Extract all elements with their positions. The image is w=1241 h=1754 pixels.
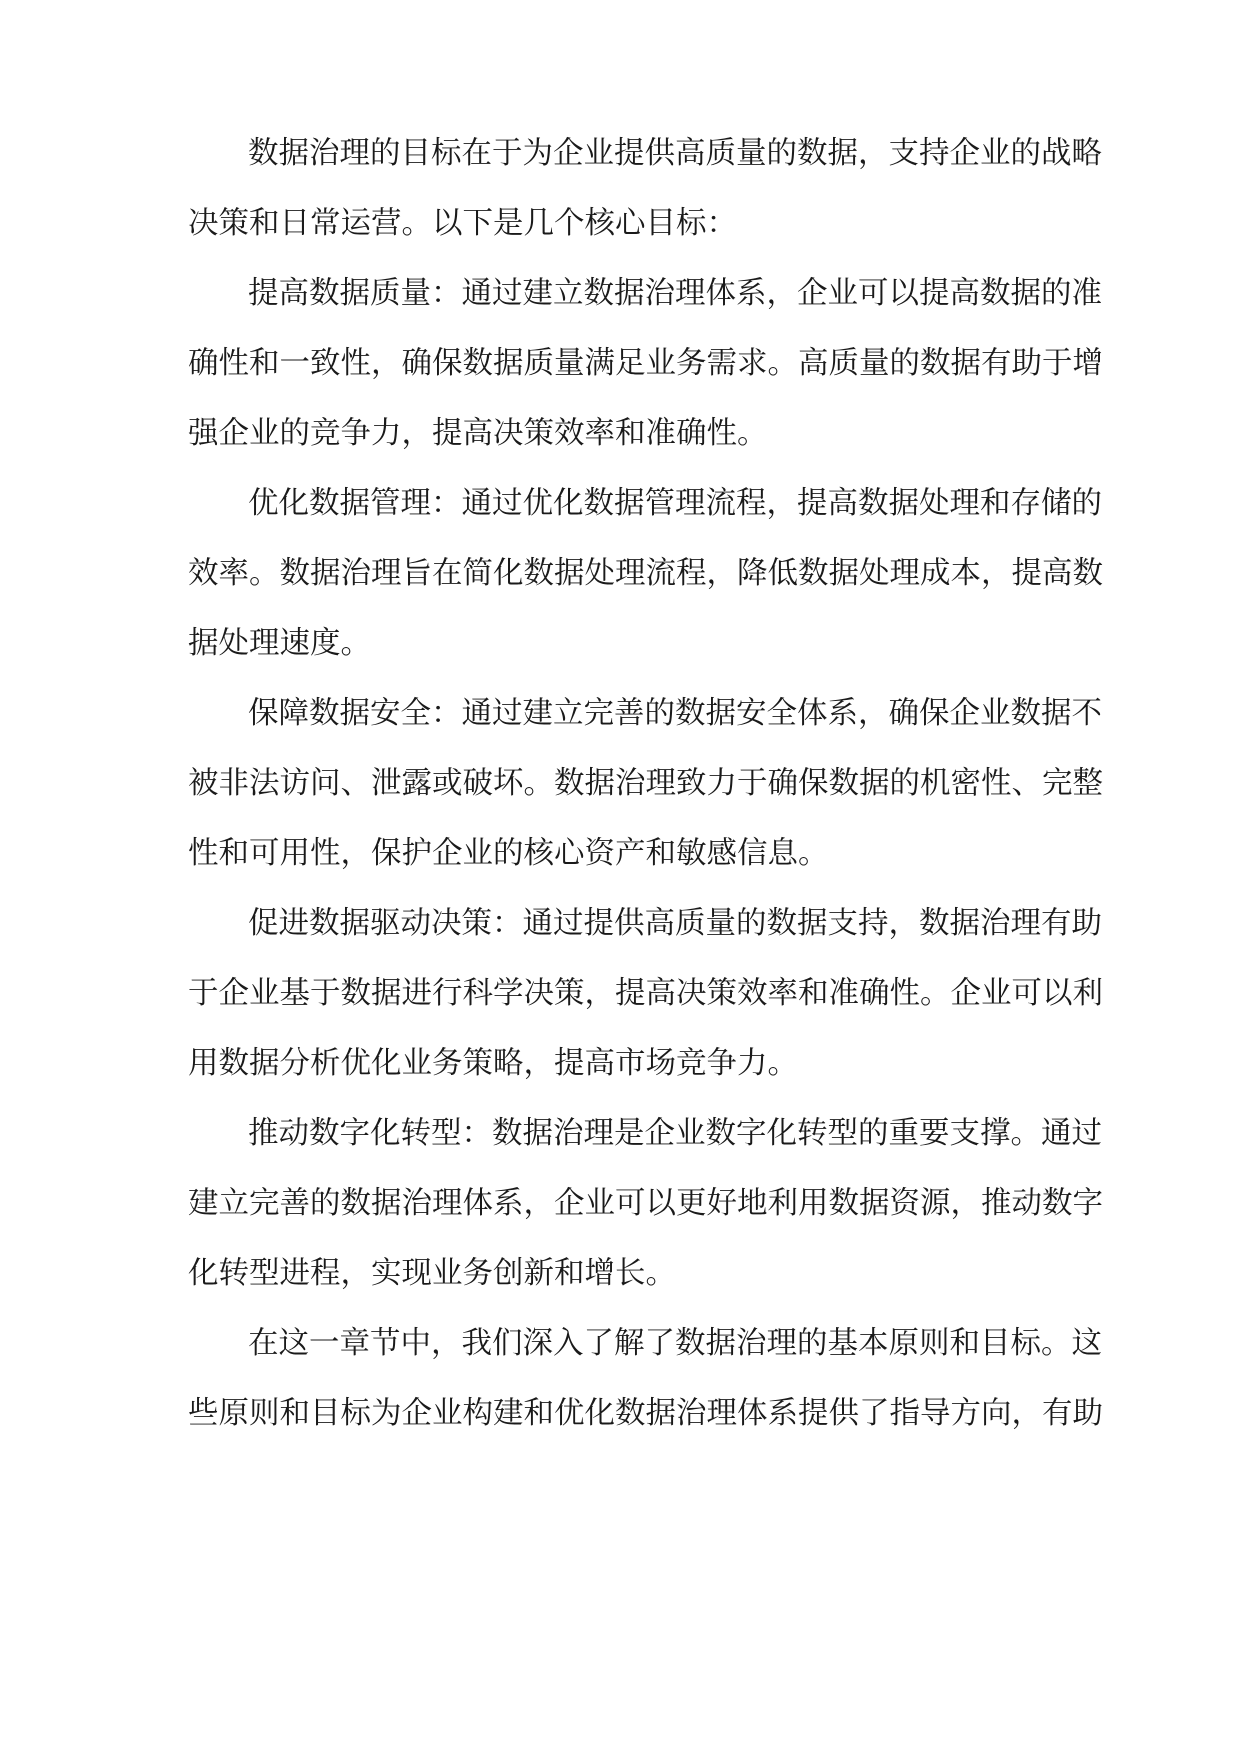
data-quality-paragraph-line-3: 强企业的竞争力，提高决策效率和准确性。 [188, 416, 768, 451]
data-management-paragraph-line-3: 据处理速度。 [188, 626, 371, 661]
digital-transformation-paragraph-line-3: 化转型进程，实现业务创新和增长。 [188, 1256, 676, 1291]
digital-transformation-paragraph-line-2: 建立完善的数据治理体系，企业可以更好地利用数据资源，推动数字 [188, 1186, 1103, 1221]
data-quality-paragraph-line-2: 确性和一致性，确保数据质量满足业务需求。高质量的数据有助于增 [188, 346, 1103, 381]
data-driven-paragraph-line-3: 用数据分析优化业务策略，提高市场竞争力。 [188, 1046, 798, 1081]
data-quality-paragraph-line-1: 提高数据质量：通过建立数据治理体系，企业可以提高数据的准 [248, 276, 1102, 311]
summary-paragraph-line-2: 些原则和目标为企业构建和优化数据治理体系提供了指导方向，有助 [188, 1396, 1103, 1431]
data-management-paragraph-line-2: 效率。数据治理旨在简化数据处理流程，降低数据处理成本，提高数 [188, 556, 1103, 591]
intro-paragraph-line-2: 决策和日常运营。以下是几个核心目标： [188, 206, 737, 241]
digital-transformation-paragraph-line-1: 推动数字化转型：数据治理是企业数字化转型的重要支撑。通过 [248, 1116, 1102, 1151]
data-security-paragraph-line-1: 保障数据安全：通过建立完善的数据安全体系，确保企业数据不 [248, 696, 1102, 731]
data-management-paragraph-line-1: 优化数据管理：通过优化数据管理流程，提高数据处理和存储的 [248, 486, 1102, 521]
data-driven-paragraph-line-1: 促进数据驱动决策：通过提供高质量的数据支持，数据治理有助 [248, 906, 1102, 941]
data-driven-paragraph-line-2: 于企业基于数据进行科学决策，提高决策效率和准确性。企业可以利 [188, 976, 1103, 1011]
data-security-paragraph-line-2: 被非法访问、泄露或破坏。数据治理致力于确保数据的机密性、完整 [188, 766, 1103, 801]
data-security-paragraph-line-3: 性和可用性，保护企业的核心资产和敏感信息。 [188, 836, 829, 871]
summary-paragraph-line-1: 在这一章节中，我们深入了解了数据治理的基本原则和目标。这 [248, 1326, 1102, 1361]
intro-paragraph-line-1: 数据治理的目标在于为企业提供高质量的数据，支持企业的战略 [248, 136, 1102, 171]
